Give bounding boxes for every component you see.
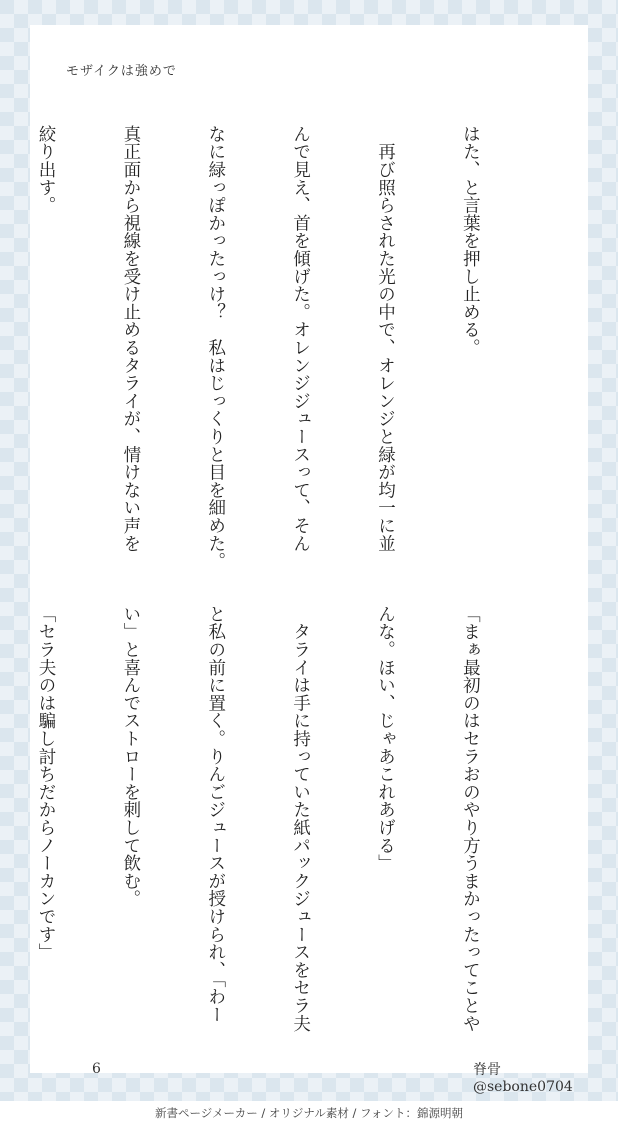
text-line: 再び照らされた光の中で、オレンジと緑が均一に並 — [375, 125, 396, 553]
text-line: んな。ほい、じゃあこれあげる」 — [375, 605, 396, 872]
text-line: 真正面から視線を受け止めるタライが、情けない声を — [120, 125, 141, 553]
generator-credit: 新書ページメーカー / オリジナル素材 / フォント：錦源明朝 — [155, 1106, 463, 1120]
text-line: 「セラ夫のは騙し討ちだからノーカンです」 — [35, 605, 56, 961]
text-block-upper — [35, 125, 541, 570]
text-line: タライは手に持っていた紙パックジュースをセラ夫 — [290, 605, 311, 1033]
text-line: なに緑っぽかったっけ？ 私はじっくりと目を細めた。 — [205, 125, 226, 570]
text-line: と私の前に置く。りんごジュースが授けられ、「わー — [205, 605, 226, 1024]
author-handle: 脊骨@sebone0704 — [473, 1062, 573, 1095]
text-line: んで見え、首を傾げた。オレンジジュースって、そん — [290, 125, 311, 553]
chapter-title: モザイクは強めで — [66, 64, 177, 79]
text-line: はた、と言葉を押し止める。 — [460, 125, 481, 357]
text-line: 絞り出す。 — [35, 125, 56, 214]
text-line: い」と喜んでストローを刺して飲む。 — [120, 605, 141, 908]
text-line: 「まぁ最初のはセラおのやり方うまかったってことや — [460, 605, 481, 1033]
book-page — [30, 25, 588, 1095]
page-number: 6 — [92, 1061, 101, 1077]
text-block-lower — [35, 605, 541, 1033]
